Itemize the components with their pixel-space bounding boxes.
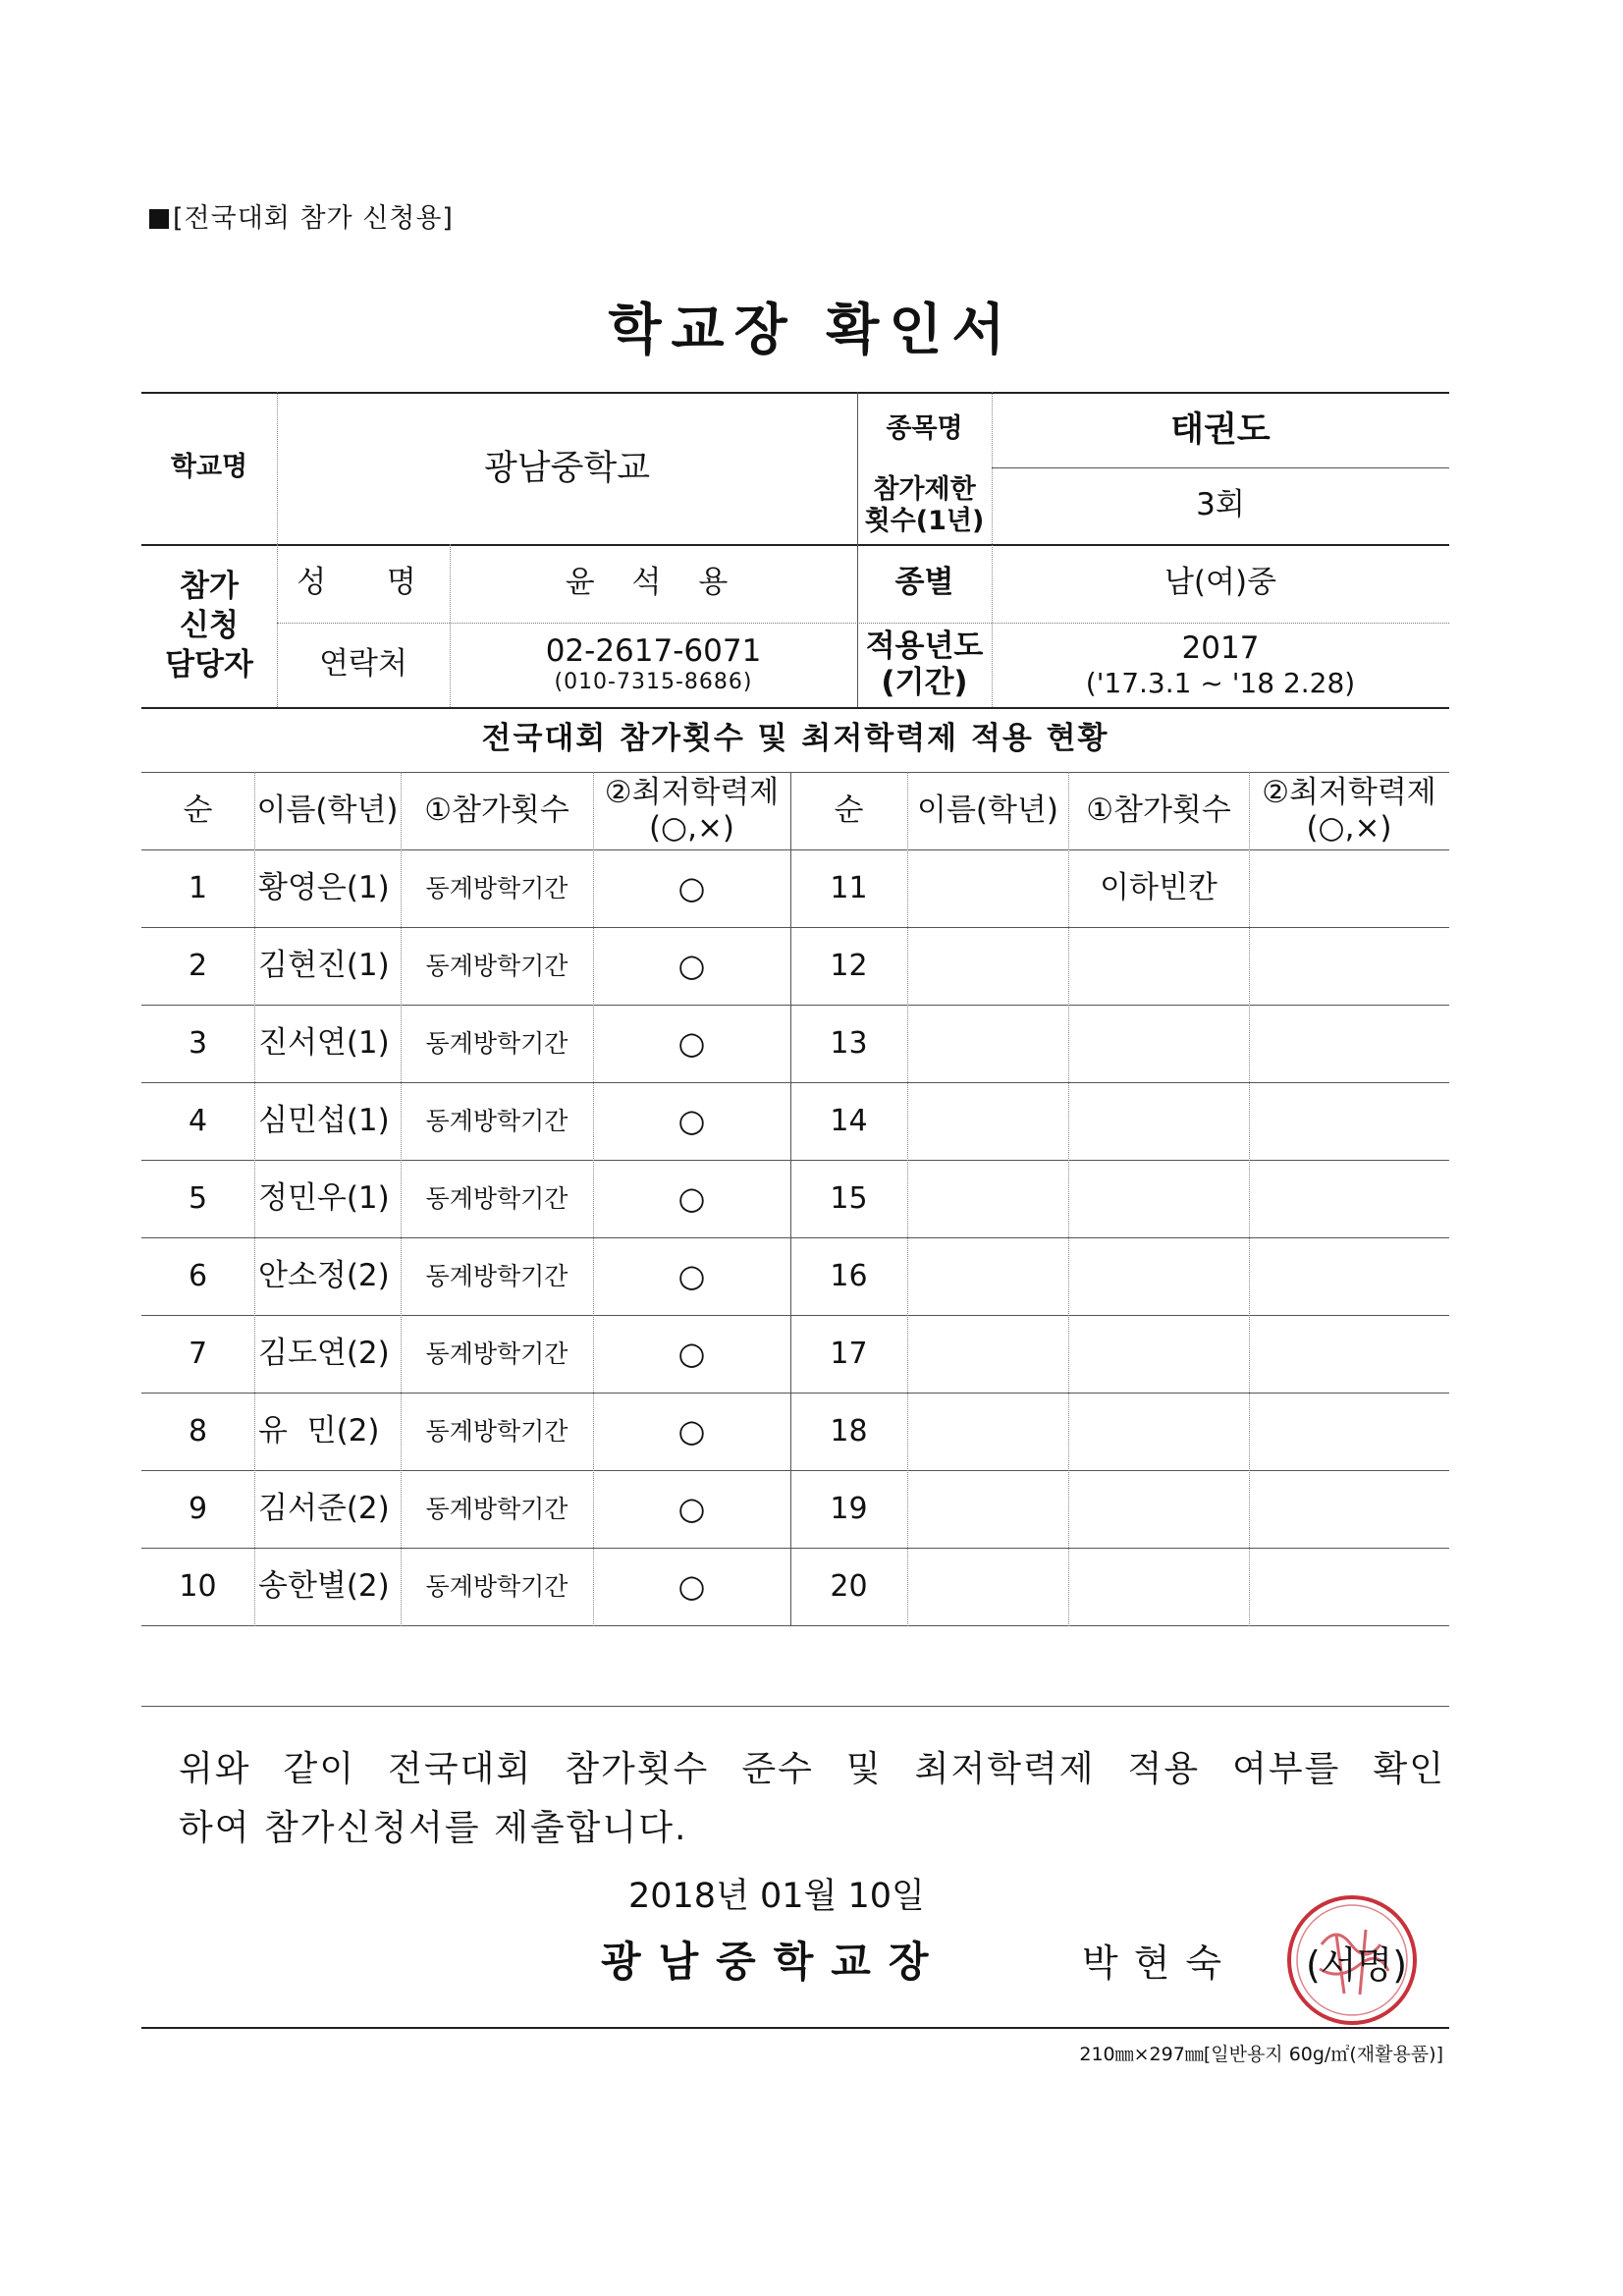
applied-year-label-line1: 적용년도	[865, 628, 984, 664]
cell-no: 2	[188, 948, 208, 983]
cell-no: 3	[188, 1025, 208, 1061]
col-name-header: 이름(학년)	[256, 792, 399, 828]
cell-min-mark: ○	[677, 1024, 706, 1063]
col-count-header-2: ①참가횟수	[1086, 792, 1231, 828]
col-no-header-2: 순	[834, 792, 864, 828]
contact-mobile: (010-7315-8686)	[554, 670, 753, 695]
applied-year-label	[857, 623, 992, 707]
cell-no-2: 20	[830, 1568, 868, 1604]
cell-no-2: 12	[830, 948, 868, 983]
cell-name-2	[907, 849, 1068, 927]
applied-year-value	[992, 623, 1449, 707]
participation-limit-label	[857, 467, 992, 544]
page-title: 학교장 확인서	[608, 299, 1015, 362]
cell-name: 유 민(2)	[258, 1412, 380, 1449]
cell-name-2	[907, 927, 1068, 1005]
participation-limit-label-line1: 참가제한	[873, 473, 976, 505]
cell-no: 10	[179, 1568, 217, 1604]
cell-min-mark-2	[1249, 1237, 1449, 1315]
participation-limit-value: 3회	[1196, 487, 1245, 523]
cell-name: 김도연(2)	[258, 1335, 390, 1371]
cell-min-mark: ○	[677, 1179, 706, 1218]
signature-mark: (서명)	[1306, 1943, 1408, 1987]
gender-value: 남(여)중	[1163, 565, 1277, 601]
cell-min-mark-2	[1249, 1470, 1449, 1548]
cell-count: 동계방학기간	[425, 1028, 568, 1058]
applicant-label-line3: 담당자	[165, 647, 253, 683]
cell-no-2: 14	[830, 1103, 868, 1138]
cell-min-mark: ○	[677, 869, 706, 907]
cell-no: 1	[188, 870, 208, 905]
cell-count: 동계방학기간	[425, 1494, 568, 1523]
cell-min-mark-2	[1249, 1005, 1449, 1082]
cell-no: 5	[188, 1180, 208, 1216]
cell-no-2: 15	[830, 1180, 868, 1216]
school-name-label: 학교명	[170, 452, 248, 483]
cell-min-mark-2	[1249, 1082, 1449, 1160]
cell-count: 동계방학기간	[425, 951, 568, 980]
cell-count-2	[1068, 1237, 1249, 1315]
col-min-header-2	[1249, 772, 1449, 849]
cell-count-2	[1068, 1160, 1249, 1237]
cell-count-2	[1068, 1548, 1249, 1625]
cell-min-mark: ○	[677, 1335, 706, 1373]
applied-year-label-line2: (기간)	[881, 665, 968, 700]
sport-label: 종목명	[886, 413, 963, 445]
form-tag-text: [전국대회 참가 신청용]	[173, 203, 454, 234]
cell-count: 동계방학기간	[425, 1106, 568, 1135]
school-head-title: 광남중학교장	[601, 1938, 947, 1986]
contact-label: 연락처	[319, 646, 407, 683]
cell-name-2	[907, 1470, 1068, 1548]
cell-min-mark-2	[1249, 1548, 1449, 1625]
col-min-header-line1: ②최저학력제	[604, 774, 780, 810]
cell-count-2	[1068, 1005, 1249, 1082]
participation-limit-label-line2: 횟수(1년)	[864, 506, 985, 536]
cell-name-2	[907, 1237, 1068, 1315]
paper-spec: 210㎜×297㎜[일반용지 60g/㎡(재활용품)]	[1079, 2044, 1443, 2065]
contact-value	[450, 623, 857, 707]
gender-label: 종별	[894, 565, 954, 601]
cell-no-2: 13	[830, 1025, 868, 1061]
col-min-header	[593, 772, 790, 849]
school-name-value: 광남중학교	[483, 448, 651, 488]
cell-min-mark: ○	[677, 1412, 706, 1450]
cell-min-mark-2	[1249, 1315, 1449, 1393]
cell-name-2	[907, 1548, 1068, 1625]
cell-no: 8	[188, 1413, 208, 1449]
cell-min-mark-2	[1249, 1160, 1449, 1237]
cell-no: 6	[188, 1258, 208, 1293]
applicant-label-line1: 참가	[180, 568, 239, 604]
cell-count: 동계방학기간	[425, 873, 568, 902]
manager-name-label: 성 명	[297, 565, 430, 601]
col-min-header-2-line2: (○,×)	[1306, 809, 1392, 846]
cell-count-2	[1068, 927, 1249, 1005]
cell-count-2	[1068, 1082, 1249, 1160]
cell-min-mark: ○	[677, 1490, 706, 1528]
cell-min-mark-2	[1249, 1393, 1449, 1470]
col-count-header: ①참가횟수	[424, 792, 569, 828]
cell-min-mark: ○	[677, 947, 706, 985]
cell-name-2	[907, 1160, 1068, 1237]
cell-count-2: 이하빈칸	[1100, 869, 1217, 905]
cell-min-mark: ○	[677, 1257, 706, 1295]
cell-no-2: 11	[830, 870, 868, 905]
col-name-header-2: 이름(학년)	[917, 792, 1058, 828]
cell-count: 동계방학기간	[425, 1183, 568, 1213]
applied-period: ('17.3.1 ~ '18 2.28)	[1085, 666, 1356, 699]
cell-name-2	[907, 1005, 1068, 1082]
form-tag	[149, 196, 454, 235]
cell-count: 동계방학기간	[425, 1339, 568, 1368]
cell-no-2: 17	[830, 1336, 868, 1371]
cell-name: 송한별(2)	[258, 1567, 390, 1604]
contact-phone: 02-2617-6071	[545, 633, 762, 670]
cell-name: 김현진(1)	[258, 947, 390, 983]
cell-count: 동계방학기간	[425, 1261, 568, 1290]
sign-date: 2018년 01월 10일	[628, 1877, 925, 1916]
sport-value: 태권도	[1170, 410, 1271, 450]
applied-year: 2017	[1181, 629, 1260, 666]
closing-statement-line1: 위와 같이 전국대회 참가횟수 준수 및 최저학력제 적용 여부를 확인	[179, 1749, 1445, 1789]
cell-name-2	[907, 1315, 1068, 1393]
cell-count: 동계방학기간	[425, 1571, 568, 1601]
cell-no: 7	[188, 1336, 208, 1371]
cell-count: 동계방학기간	[425, 1416, 568, 1446]
manager-name-value: 윤 석 용	[565, 565, 742, 601]
status-title: 전국대회 참가횟수 및 최저학력제 적용 현황	[481, 721, 1109, 757]
col-min-header-2-line1: ②최저학력제	[1262, 774, 1436, 810]
cell-no-2: 16	[830, 1258, 868, 1293]
cell-name: 안소정(2)	[258, 1257, 390, 1293]
applicant-label-line2: 신청	[180, 607, 239, 643]
cell-name: 심민섭(1)	[258, 1102, 390, 1138]
cell-min-mark: ○	[677, 1102, 706, 1140]
cell-min-mark-2	[1249, 927, 1449, 1005]
cell-name-2	[907, 1393, 1068, 1470]
cell-name: 정민우(1)	[258, 1179, 390, 1216]
cell-count-2	[1068, 1393, 1249, 1470]
cell-name: 진서연(1)	[258, 1024, 390, 1061]
cell-name: 황영은(1)	[258, 869, 390, 905]
cell-name: 김서준(2)	[258, 1490, 390, 1526]
cell-min-mark: ○	[677, 1567, 706, 1606]
col-no-header: 순	[183, 792, 213, 828]
principal-name: 박현숙	[1082, 1941, 1238, 1985]
closing-statement-line2: 하여 참가신청서를 제출합니다.	[179, 1808, 688, 1848]
cell-name-2	[907, 1082, 1068, 1160]
col-min-header-line2: (○,×)	[648, 809, 735, 846]
cell-no-2: 18	[830, 1413, 868, 1449]
cell-no-2: 19	[830, 1491, 868, 1526]
cell-count-2	[1068, 1470, 1249, 1548]
cell-no: 9	[188, 1491, 208, 1526]
square-bullet-icon	[149, 209, 169, 229]
cell-no: 4	[188, 1103, 208, 1138]
applicant-manager-label	[141, 544, 277, 707]
cell-count-2	[1068, 1315, 1249, 1393]
cell-min-mark-2	[1249, 849, 1449, 927]
